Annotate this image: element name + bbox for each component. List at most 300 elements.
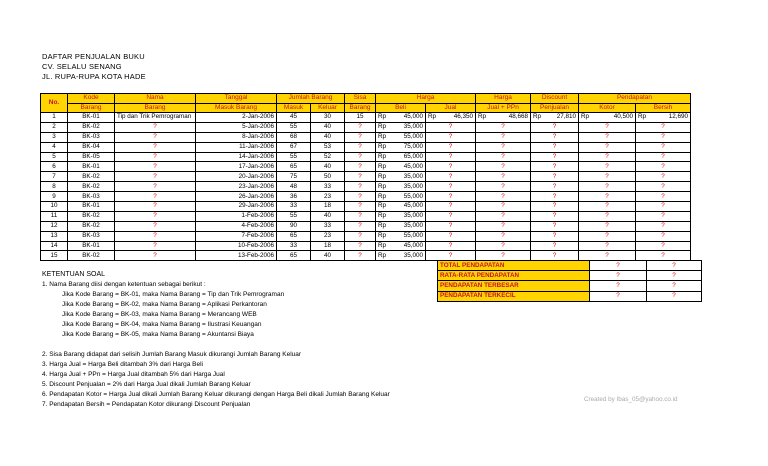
company-title: DAFTAR PENJUALAN BUKU	[42, 52, 145, 61]
cell-keluar: 23	[311, 192, 345, 202]
cell-kotor	[579, 113, 636, 123]
cell-nama: ?	[115, 162, 196, 172]
cell-beli	[376, 241, 426, 251]
cell-beli	[376, 113, 426, 123]
col-no-header: No.	[41, 94, 68, 113]
cell-sisa: ?	[345, 162, 376, 172]
cell-sisa: ?	[345, 132, 376, 142]
cell-nama: ?	[115, 221, 196, 231]
table-row	[41, 221, 691, 231]
cell-keluar: 40	[311, 211, 345, 221]
cell-kotor: ?	[579, 202, 636, 212]
header-row-2	[41, 103, 691, 113]
cell-kotor: ?	[579, 172, 636, 182]
col-jumlah-header: Jumlah Barang	[277, 94, 345, 104]
amount: 40,500	[613, 113, 633, 121]
cell-nama: ?	[115, 182, 196, 192]
cell-jual: ?	[426, 182, 476, 192]
amount: 12,690	[668, 113, 688, 121]
col-sisa-sub: Barang	[345, 103, 376, 113]
summary-label: RATA-RATA PENDAPATAN	[438, 271, 590, 281]
cell-bersih: ?	[636, 122, 691, 132]
summary-table	[437, 260, 702, 302]
cell-discount: ?	[531, 132, 579, 142]
cell-masuk: 48	[277, 182, 311, 192]
cell-masuk: 65	[277, 162, 311, 172]
cell-bersih: ?	[636, 172, 691, 182]
table-row	[41, 192, 691, 202]
summary-label: PENDAPATAN TERKECIL	[438, 291, 590, 301]
cell-discount: ?	[531, 172, 579, 182]
currency-label: Rp	[378, 222, 387, 230]
cell-kode: BK-02	[68, 221, 115, 231]
cell-jual: ?	[426, 192, 476, 202]
amount: 48,668	[508, 113, 528, 121]
cell-no: 12	[41, 221, 68, 231]
cell-jual-ppn: ?	[476, 231, 531, 241]
cell-bersih: ?	[636, 231, 691, 241]
cell-jual: ?	[426, 162, 476, 172]
cell-beli	[376, 152, 426, 162]
cell-no: 7	[41, 172, 68, 182]
cell-bersih: ?	[636, 142, 691, 152]
notes-sub-item: Jika Kode Barang = BK-02, maka Nama Barang = Aplikasi Perkantoran	[62, 301, 267, 308]
cell-tanggal: 23-Jan-2006	[196, 182, 277, 192]
summary-bersih: ?	[647, 291, 702, 301]
cell-keluar: 40	[311, 251, 345, 261]
cell-no: 6	[41, 162, 68, 172]
col-kotor-sub: Kotor	[579, 103, 636, 113]
currency-label: Rp	[378, 242, 387, 250]
col-nama-sub: Barang	[115, 103, 196, 113]
company-address: JL. RUPA-RUPA KOTA HADE	[42, 72, 146, 81]
cell-sisa: ?	[345, 122, 376, 132]
cell-jual: ?	[426, 152, 476, 162]
cell-nama: ?	[115, 142, 196, 152]
cell-keluar: 52	[311, 152, 345, 162]
cell-kode: BK-01	[68, 241, 115, 251]
amount: 65,000	[403, 153, 423, 160]
cell-tanggal: 4-Feb-2006	[196, 221, 277, 231]
cell-no: 1	[41, 113, 68, 123]
notes-title: KETENTUAN SOAL	[42, 271, 106, 278]
cell-sisa: ?	[345, 172, 376, 182]
notes-item: 6. Pendapatan Kotor = Harga Jual dikali Jumlah Barang Keluar dikurangi dengan Harga Beli dikali Jumlah Barang Keluar	[42, 391, 390, 398]
cell-kode: BK-03	[68, 132, 115, 142]
col-beli-sub: Beli	[376, 103, 426, 113]
cell-sisa: ?	[345, 192, 376, 202]
cell-discount: ?	[531, 142, 579, 152]
cell-discount: ?	[531, 192, 579, 202]
cell-kode: BK-02	[68, 122, 115, 132]
cell-masuk: 67	[277, 142, 311, 152]
summary-label: TOTAL PENDAPATAN	[438, 261, 590, 271]
cell-nama: ?	[115, 132, 196, 142]
cell-discount: ?	[531, 241, 579, 251]
col-discount-header: Discount	[531, 94, 579, 104]
cell-no: 11	[41, 211, 68, 221]
summary-kotor: ?	[590, 271, 647, 281]
cell-kotor: ?	[579, 182, 636, 192]
cell-nama: ?	[115, 152, 196, 162]
cell-no: 8	[41, 182, 68, 192]
currency-label: Rp	[378, 192, 387, 200]
table-row	[41, 241, 691, 251]
cell-no: 13	[41, 231, 68, 241]
cell-kode: BK-02	[68, 182, 115, 192]
cell-kode: BK-01	[68, 202, 115, 212]
table-row	[41, 113, 691, 123]
cell-jual-ppn: ?	[476, 202, 531, 212]
cell-keluar: 40	[311, 132, 345, 142]
currency-label: Rp	[378, 202, 387, 210]
cell-tanggal: 2-Jan-2006	[196, 113, 277, 123]
cell-nama: ?	[115, 211, 196, 221]
cell-jual-ppn: ?	[476, 182, 531, 192]
cell-beli	[376, 172, 426, 182]
cell-no: 3	[41, 132, 68, 142]
cell-tanggal: 1-Feb-2006	[196, 211, 277, 221]
cell-no: 4	[41, 142, 68, 152]
cell-tanggal: 29-Jan-2006	[196, 202, 277, 212]
cell-jual-ppn: ?	[476, 132, 531, 142]
cell-tanggal: 13-Feb-2006	[196, 251, 277, 261]
cell-masuk: 55	[277, 152, 311, 162]
cell-jual: ?	[426, 251, 476, 261]
cell-jual: ?	[426, 221, 476, 231]
summary-row	[438, 281, 702, 291]
cell-jual-ppn: ?	[476, 152, 531, 162]
cell-keluar: 40	[311, 122, 345, 132]
currency-label: Rp	[378, 251, 387, 259]
cell-kode: BK-04	[68, 142, 115, 152]
table-row	[41, 162, 691, 172]
cell-jual: ?	[426, 231, 476, 241]
cell-masuk: 68	[277, 132, 311, 142]
cell-kode: BK-01	[68, 162, 115, 172]
cell-kotor: ?	[579, 251, 636, 261]
currency-label: Rp	[378, 182, 387, 190]
amount: 35,000	[403, 222, 423, 230]
currency-label: Rp	[638, 113, 647, 121]
cell-tanggal: 5-Jan-2006	[196, 122, 277, 132]
cell-tanggal: 26-Jan-2006	[196, 192, 277, 202]
cell-beli	[376, 142, 426, 152]
col-bersih-sub: Bersih	[636, 103, 691, 113]
cell-bersih: ?	[636, 162, 691, 172]
cell-bersih: ?	[636, 192, 691, 202]
credit-text: Created by Ibas_05@yahoo.co.id	[584, 396, 678, 403]
cell-kode: BK-05	[68, 152, 115, 162]
cell-nama: ?	[115, 251, 196, 261]
cell-sisa: ?	[345, 221, 376, 231]
cell-kotor: ?	[579, 221, 636, 231]
amount: 75,000	[403, 143, 423, 151]
col-tanggal-sub: Masuk Barang	[196, 103, 277, 113]
cell-discount: ?	[531, 182, 579, 192]
cell-kotor: ?	[579, 211, 636, 221]
summary-row	[438, 271, 702, 281]
cell-kotor: ?	[579, 231, 636, 241]
cell-beli	[376, 221, 426, 231]
col-penjualan-sub: Penjualan	[531, 103, 579, 113]
cell-masuk: 65	[277, 231, 311, 241]
amount: 45,000	[403, 162, 423, 170]
amount: 55,000	[403, 192, 423, 200]
cell-no: 14	[41, 241, 68, 251]
cell-masuk: 45	[277, 113, 311, 123]
notes-item: 5. Discount Penjualan = 2% dari Harga Jual dikali Jumlah Barang Keluar	[42, 381, 251, 388]
cell-discount: ?	[531, 211, 579, 221]
cell-jual-ppn: ?	[476, 221, 531, 231]
cell-discount: ?	[531, 202, 579, 212]
cell-discount: ?	[531, 152, 579, 162]
cell-beli	[376, 211, 426, 221]
cell-jual: ?	[426, 132, 476, 142]
cell-discount: ?	[531, 251, 579, 261]
cell-keluar: 53	[311, 142, 345, 152]
col-kode-header: Kode	[68, 94, 115, 104]
cell-sisa: ?	[345, 142, 376, 152]
company-name: CV. SELALU SENANG	[42, 62, 122, 71]
notes-sub-item: Jika Kode Barang = BK-05, maka Nama Barang = Akuntansi Biaya	[62, 331, 254, 338]
currency-label: Rp	[478, 113, 487, 121]
notes-item: 2. Sisa Barang didapat dari selisih Jumlah Barang Masuk dikurangi Jumlah Barang Keluar	[42, 351, 302, 358]
cell-masuk: 55	[277, 211, 311, 221]
summary-kotor: ?	[590, 291, 647, 301]
cell-sisa: ?	[345, 251, 376, 261]
cell-jual-ppn: ?	[476, 211, 531, 221]
cell-masuk: 75	[277, 172, 311, 182]
cell-kotor: ?	[579, 162, 636, 172]
cell-bersih: ?	[636, 241, 691, 251]
table-row	[41, 152, 691, 162]
cell-discount	[531, 113, 579, 123]
summary-label: PENDAPATAN TERBESAR	[438, 281, 590, 291]
notes-item: 3. Harga Jual = Harga Beli ditambah 3% dari Harga Beli	[42, 361, 203, 368]
cell-keluar: 33	[311, 182, 345, 192]
summary-bersih: ?	[647, 271, 702, 281]
notes-sub-item: Jika Kode Barang = BK-04, maka Nama Barang = Ilustrasi Keuangan	[62, 321, 262, 328]
cell-no: 9	[41, 192, 68, 202]
cell-beli	[376, 231, 426, 241]
summary-bersih: ?	[647, 281, 702, 291]
currency-label: Rp	[378, 133, 387, 141]
cell-sisa: ?	[345, 182, 376, 192]
cell-beli	[376, 122, 426, 132]
cell-nama: ?	[115, 172, 196, 182]
cell-tanggal: 17-Jan-2006	[196, 162, 277, 172]
currency-label: Rp	[378, 172, 387, 180]
summary-row	[438, 261, 702, 271]
cell-tanggal: 7-Feb-2006	[196, 231, 277, 241]
cell-jual: ?	[426, 142, 476, 152]
cell-tanggal: 14-Jan-2006	[196, 152, 277, 162]
cell-discount: ?	[531, 162, 579, 172]
cell-kode: BK-02	[68, 172, 115, 182]
table-row	[41, 182, 691, 192]
cell-kode: BK-03	[68, 192, 115, 202]
cell-bersih: ?	[636, 202, 691, 212]
cell-keluar: 40	[311, 162, 345, 172]
currency-label: Rp	[378, 143, 387, 151]
cell-keluar: 33	[311, 221, 345, 231]
amount: 35,000	[403, 123, 423, 131]
cell-masuk: 33	[277, 202, 311, 212]
currency-label: Rp	[378, 153, 387, 160]
cell-sisa: ?	[345, 202, 376, 212]
cell-jual-ppn: ?	[476, 122, 531, 132]
cell-jual-ppn: ?	[476, 162, 531, 172]
cell-discount: ?	[531, 221, 579, 231]
cell-jual-ppn: ?	[476, 192, 531, 202]
cell-kotor: ?	[579, 192, 636, 202]
amount: 45,000	[403, 202, 423, 210]
currency-label: Rp	[581, 113, 590, 121]
cell-jual: ?	[426, 211, 476, 221]
table-row	[41, 172, 691, 182]
cell-tanggal: 11-Jan-2006	[196, 142, 277, 152]
table-row	[41, 211, 691, 221]
currency-label: Rp	[428, 113, 437, 121]
cell-keluar: 30	[311, 113, 345, 123]
cell-keluar: 18	[311, 202, 345, 212]
notes-section	[42, 270, 390, 410]
cell-beli	[376, 182, 426, 192]
cell-no: 15	[41, 251, 68, 261]
cell-masuk: 33	[277, 241, 311, 251]
cell-no: 10	[41, 202, 68, 212]
table-row	[41, 122, 691, 132]
col-harga2-header: Harga	[476, 94, 531, 104]
cell-bersih: ?	[636, 251, 691, 261]
cell-keluar: 50	[311, 172, 345, 182]
col-jualppn-sub: Jual + PPn	[476, 103, 531, 113]
cell-sisa: ?	[345, 241, 376, 251]
amount: 55,000	[403, 133, 423, 141]
cell-jual-ppn: ?	[476, 142, 531, 152]
cell-nama: ?	[115, 231, 196, 241]
summary-row	[438, 291, 702, 301]
notes-sub-item: Jika Kode Barang = BK-03, maka Nama Barang = Merancang WEB	[62, 311, 257, 318]
currency-label: Rp	[378, 232, 387, 240]
header-row-1	[41, 94, 691, 104]
cell-bersih: ?	[636, 152, 691, 162]
cell-nama: ?	[115, 202, 196, 212]
table-row	[41, 202, 691, 212]
col-nama-header: Nama	[115, 94, 196, 104]
summary-bersih: ?	[647, 261, 702, 271]
amount: 55,000	[403, 232, 423, 240]
cell-keluar: 18	[311, 241, 345, 251]
cell-sisa: 15	[345, 113, 376, 123]
cell-no: 2	[41, 122, 68, 132]
currency-label: Rp	[378, 123, 387, 131]
col-tanggal-header: Tanggal	[196, 94, 277, 104]
cell-nama: ?	[115, 192, 196, 202]
table-row	[41, 132, 691, 142]
cell-no: 5	[41, 152, 68, 162]
col-kode-sub: Barang	[68, 103, 115, 113]
currency-label: Rp	[378, 212, 387, 220]
amount: 45,000	[403, 113, 423, 121]
col-jual-sub: Jual	[426, 103, 476, 113]
cell-tanggal: 20-Jan-2006	[196, 172, 277, 182]
cell-bersih: ?	[636, 182, 691, 192]
cell-beli	[376, 162, 426, 172]
cell-kode: BK-02	[68, 251, 115, 261]
cell-masuk: 36	[277, 192, 311, 202]
cell-nama: Tip dan Trik Pemrograman	[115, 113, 196, 123]
col-sisa-header: Sisa	[345, 94, 376, 104]
summary-kotor: ?	[590, 281, 647, 291]
notes-item: 7. Pendapatan Bersih = Pendapatan Kotor dikurangi Discount Penjualan	[42, 401, 251, 408]
cell-tanggal: 10-Feb-2006	[196, 241, 277, 251]
cell-bersih: ?	[636, 211, 691, 221]
cell-jual: ?	[426, 241, 476, 251]
cell-jual-ppn: ?	[476, 241, 531, 251]
table-row	[41, 231, 691, 241]
cell-sisa: ?	[345, 231, 376, 241]
cell-jual-ppn: ?	[476, 251, 531, 261]
cell-kode: BK-02	[68, 211, 115, 221]
cell-sisa: ?	[345, 211, 376, 221]
amount: 35,000	[403, 182, 423, 190]
table-row	[41, 142, 691, 152]
cell-kode: BK-01	[68, 113, 115, 123]
currency-label: Rp	[378, 113, 387, 121]
cell-masuk: 55	[277, 122, 311, 132]
col-masuk-sub: Masuk	[277, 103, 311, 113]
cell-bersih	[636, 113, 691, 123]
amount: 46,350	[453, 113, 473, 121]
amount: 45,000	[403, 242, 423, 250]
amount: 27,810	[556, 113, 576, 121]
amount: 35,000	[403, 212, 423, 220]
cell-kotor: ?	[579, 152, 636, 162]
cell-beli	[376, 132, 426, 142]
cell-kotor: ?	[579, 241, 636, 251]
cell-discount: ?	[531, 231, 579, 241]
cell-jual: ?	[426, 122, 476, 132]
summary-kotor: ?	[590, 261, 647, 271]
notes-item-1: 1. Nama Barang diisi dengan ketentuan sebagai berikut :	[42, 281, 206, 288]
cell-discount: ?	[531, 122, 579, 132]
cell-kode: BK-03	[68, 231, 115, 241]
col-keluar-sub: Keluar	[311, 103, 345, 113]
notes-sub-item: Jika Kode Barang = BK-01, maka Nama Barang = Tip dan Trik Pemrograman	[62, 291, 285, 298]
cell-beli	[376, 202, 426, 212]
notes-item: 4. Harga Jual + PPn = Harga Jual ditambah 5% dari Harga Jual	[42, 371, 225, 378]
cell-masuk: 90	[277, 221, 311, 231]
amount: 35,000	[403, 251, 423, 259]
amount: 35,000	[403, 172, 423, 180]
cell-nama: ?	[115, 241, 196, 251]
cell-masuk: 65	[277, 251, 311, 261]
cell-keluar: 23	[311, 231, 345, 241]
cell-bersih: ?	[636, 221, 691, 231]
cell-kotor: ?	[579, 132, 636, 142]
cell-jual-ppn: ?	[476, 172, 531, 182]
cell-jual: ?	[426, 172, 476, 182]
cell-bersih: ?	[636, 132, 691, 142]
col-harga-header: Harga	[376, 94, 476, 104]
cell-kotor: ?	[579, 122, 636, 132]
cell-beli	[376, 192, 426, 202]
sales-table	[40, 93, 691, 261]
currency-label: Rp	[533, 113, 542, 121]
currency-label: Rp	[378, 162, 387, 170]
